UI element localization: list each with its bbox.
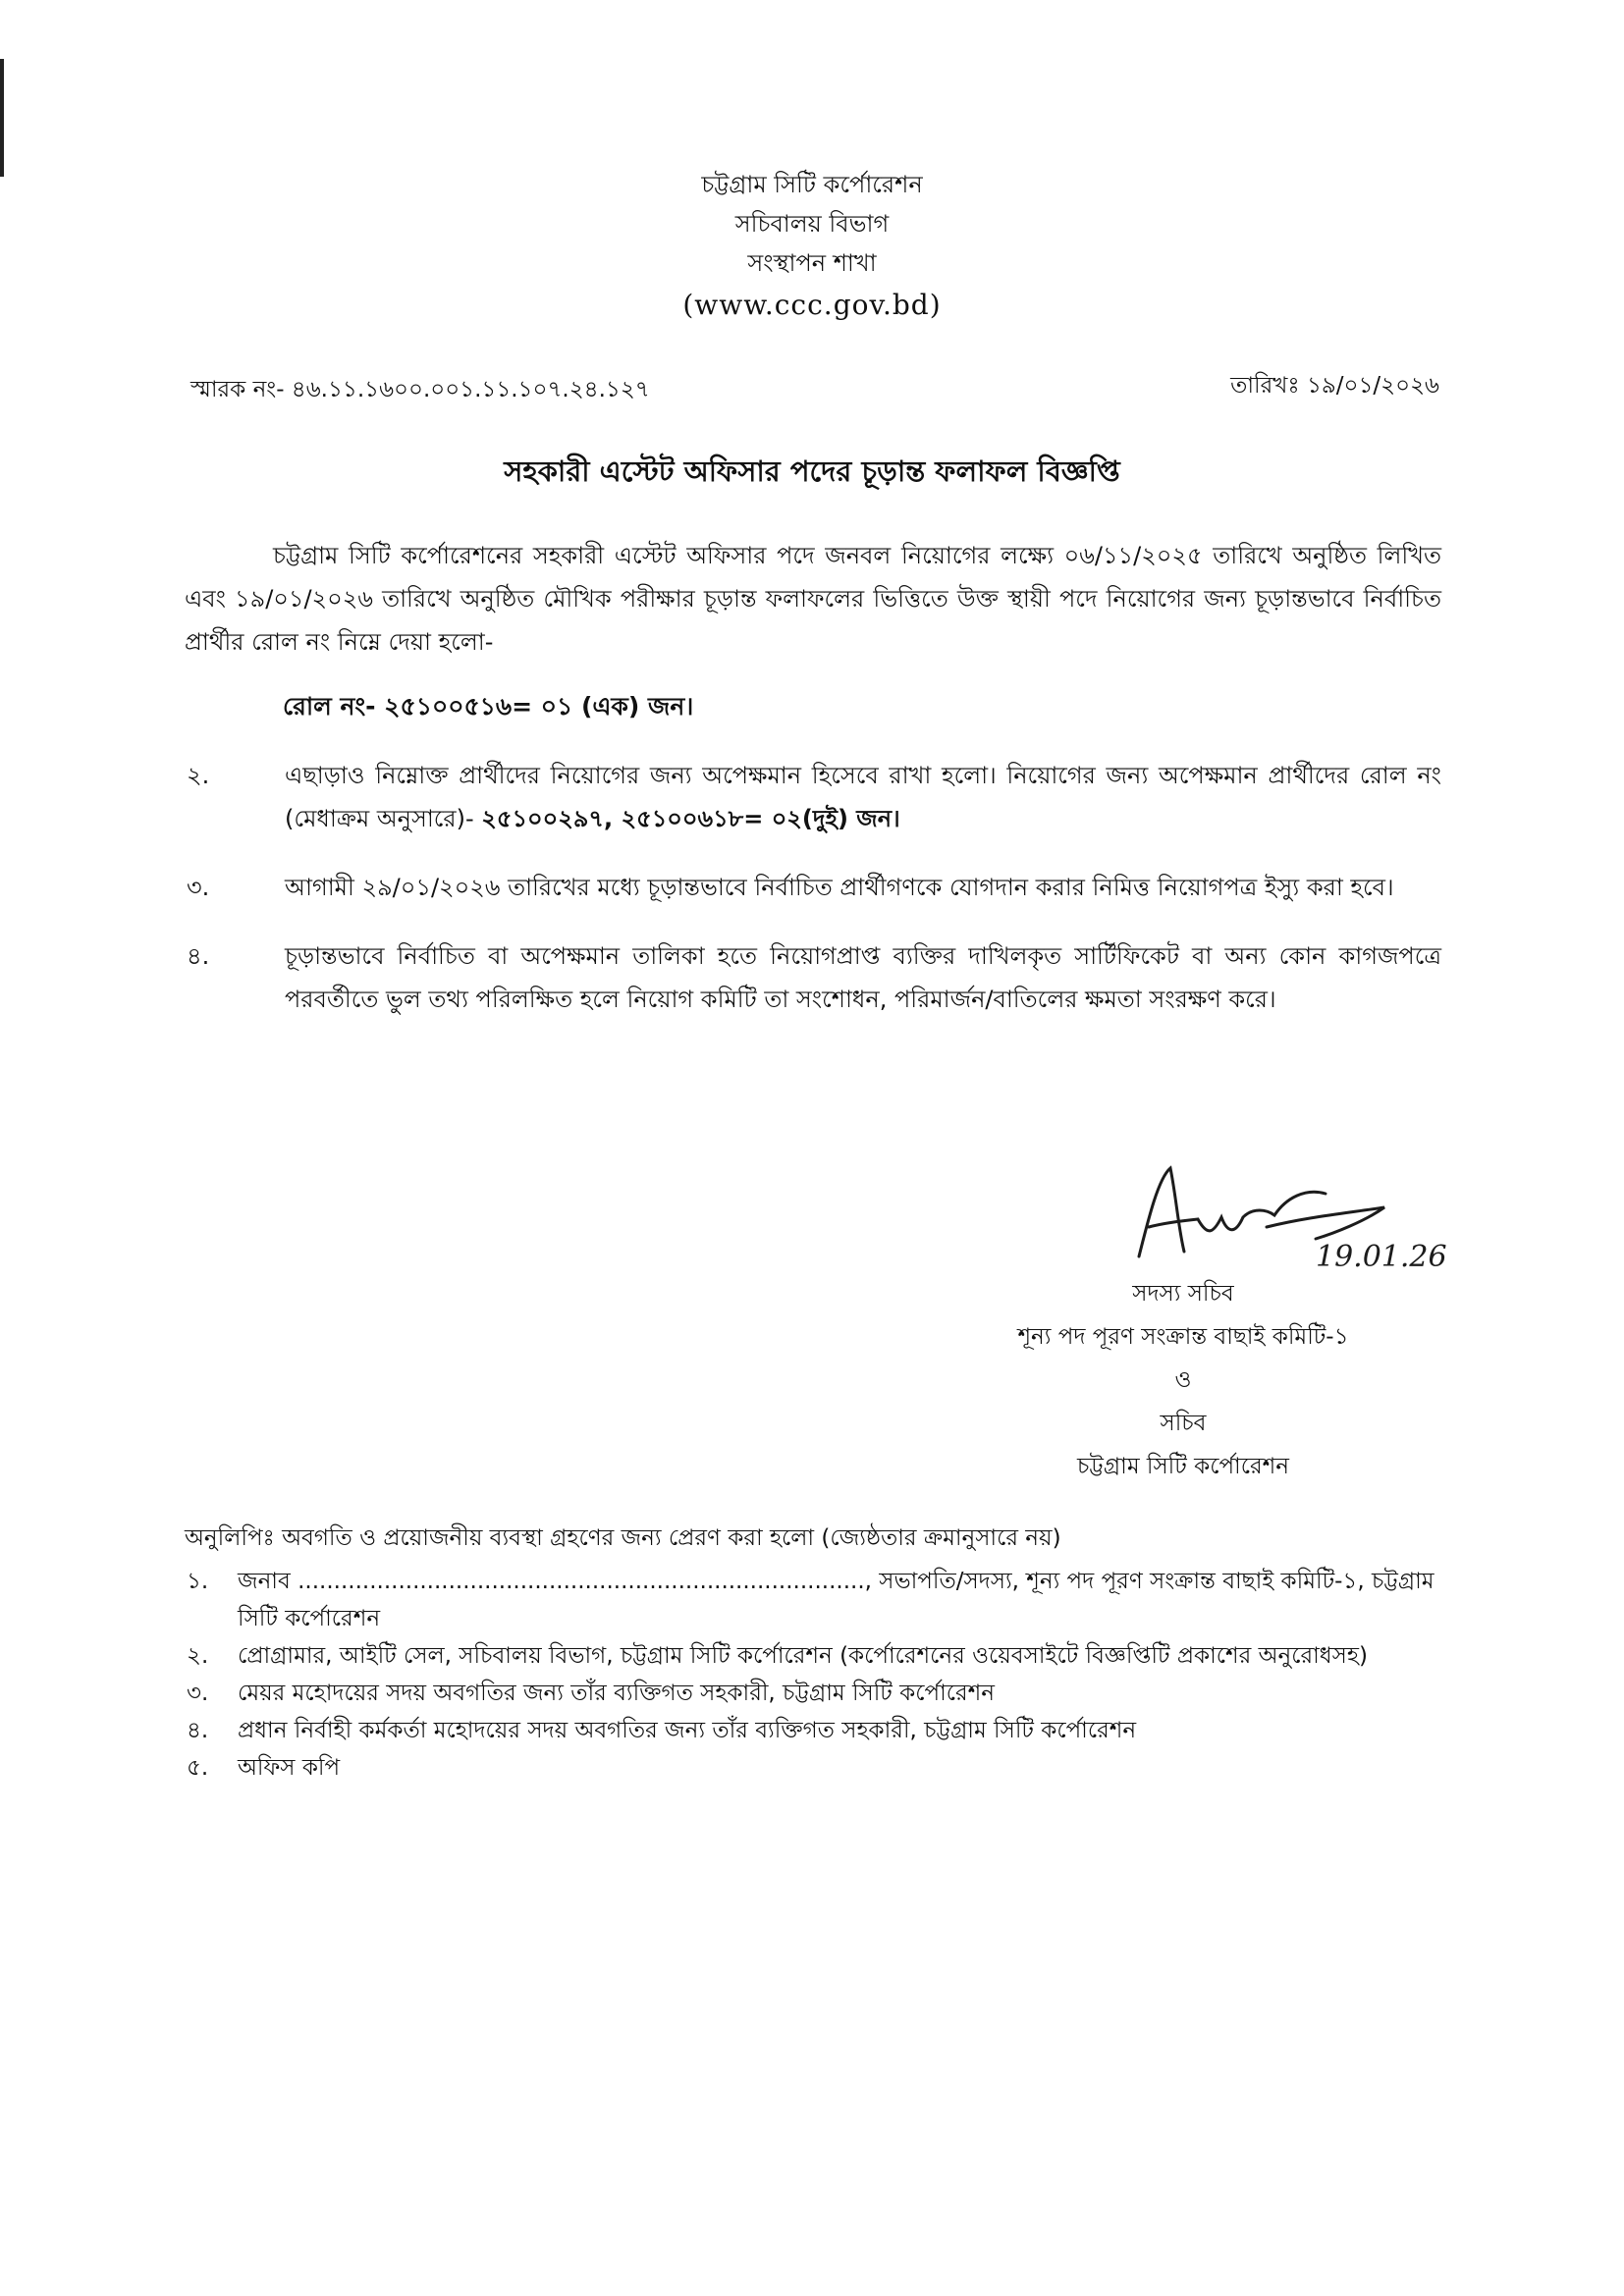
- list-item: [185, 866, 1441, 909]
- signatory-conjunction: ও: [1174, 1367, 1192, 1393]
- org-name: চট্টগ্রাম সিটি কর্পোরেশন: [701, 171, 923, 198]
- section-name: সংস্থাপন শাখা: [747, 249, 877, 277]
- signatory-org: চট্টগ্রাম সিটি কর্পোরেশন: [1077, 1454, 1289, 1479]
- copy-item-number: ২.: [187, 1643, 209, 1669]
- copy-list-item: [185, 1563, 1451, 1637]
- letterhead: [0, 165, 1624, 328]
- waiting-rolls: ২৫১০০২৯৭, ২৫১০০৬১৮= ০২(দুই) জন।: [481, 805, 900, 832]
- copy-item-number: ৩.: [187, 1681, 209, 1706]
- selected-roll: রোল নং- ২৫১০০৫১৬= ০১ (এক) জন।: [283, 692, 694, 721]
- copy-list: [185, 1520, 1451, 1787]
- department-name: সচিবালয় বিভাগ: [734, 210, 890, 238]
- signatory-committee: শূন্য পদ পূরণ সংক্রান্ত বাছাই কমিটি-১: [1017, 1324, 1349, 1350]
- copy-item-text: অফিস কপি: [238, 1755, 341, 1781]
- notice-date: তারিখঃ ১৯/০১/২০২৬: [1230, 373, 1439, 399]
- item-number: ২.: [187, 762, 210, 789]
- signatory-block: [943, 1272, 1424, 1488]
- intro-paragraph: চট্টগ্রাম সিটি কর্পোরেশনের সহকারী এস্টেট অফিসার পদে জনবল নিয়োগের লক্ষ্যে ০৬/১১/২০২৫ তারিখে অনুষ্ঠিত লিখিত এবং ১৯/০১/২০২৬ তারিখে অনুষ্ঠিত মৌখিক পরীক্ষার চূড়ান্ত ফলাফলের ভিত্তিতে উক্ত স্থায়ী পদে নিয়োগের জন্য চূড়ান্তভাবে নির্বাচিত প্রার্থীর রোল নং নিম্নে দেয়া হলো-: [185, 542, 1441, 656]
- copy-item-number: ৪.: [187, 1718, 209, 1743]
- copy-list-item: [185, 1637, 1451, 1675]
- copy-item-text: প্রোগ্রামার, আইটি সেল, সচিবালয় বিভাগ, চট্টগ্রাম সিটি কর্পোরেশন (কর্পোরেশনের ওয়েবসাইটে বিজ্ঞপ্তিটি প্রকাশের অনুরোধসহ): [238, 1643, 1368, 1669]
- notice-body: [185, 534, 1441, 1021]
- copy-list-item: [185, 1675, 1451, 1712]
- website: (www.ccc.gov.bd): [682, 289, 942, 321]
- signatory-title-2: সচিব: [1160, 1411, 1207, 1436]
- copy-list-heading: অনুলিপিঃ অবগতি ও প্রয়োজনীয় ব্যবস্থা গ্রহণের জন্য প্রেরণ করা হলো (জ্যেষ্ঠতার ক্রমানুসারে নয়): [185, 1525, 1061, 1551]
- item-number: ৩.: [187, 874, 210, 901]
- copy-item-number: ১.: [187, 1569, 209, 1594]
- memo-number: স্মারক নং- ৪৬.১১.১৬০০.০০১.১১.১০৭.২৪.১২৭: [190, 377, 650, 402]
- copy-list-item: [185, 1712, 1451, 1749]
- notice-subject: সহকারী এস্টেট অফিসার পদের চূড়ান্ত ফলাফল বিজ্ঞপ্তি: [504, 454, 1120, 488]
- copy-list-item: [185, 1749, 1451, 1787]
- copy-item-text: মেয়র মহোদয়ের সদয় অবগতির জন্য তাঁর ব্যক্তিগত সহকারী, চট্টগ্রাম সিটি কর্পোরেশন: [238, 1681, 995, 1706]
- item-number: ৪.: [187, 942, 210, 970]
- item-text: এছাড়াও নিম্নোক্ত প্রার্থীদের নিয়োগের জন্য অপেক্ষমান হিসেবে রাখা হলো। নিয়োগের জন্য অপেক্ষমান প্রার্থীদের রোল নং (মেধাক্রম অনুসারে)- ২৫১০০২৯৭, ২৫১০০৬১৮= ০২(দুই) জন।: [285, 762, 1441, 832]
- copy-item-text: প্রধান নির্বাহী কর্মকর্তা মহোদয়ের সদয় অবগতির জন্য তাঁর ব্যক্তিগত সহকারী, চট্টগ্রাম সিটি কর্পোরেশন: [238, 1718, 1137, 1743]
- item-text: চূড়ান্তভাবে নির্বাচিত বা অপেক্ষমান তালিকা হতে নিয়োগপ্রাপ্ত ব্যক্তির দাখিলকৃত সার্টিফিকেট বা অন্য কোন কাগজপত্রে পরবর্তীতে ভুল তথ্য পরিলক্ষিত হলে নিয়োগ কমিটি তা সংশোধন, পরিমার্জন/বাতিলের ক্ষমতা সংরক্ষণ করে।: [285, 942, 1441, 1013]
- signatory-title: সদস্য সচিব: [1132, 1281, 1234, 1307]
- list-item: [185, 934, 1441, 1021]
- copy-item-number: ৫.: [187, 1755, 209, 1781]
- signature-date: 19.01.26: [1316, 1240, 1447, 1274]
- handwritten-signature: [1119, 1158, 1453, 1276]
- list-item: [185, 754, 1441, 840]
- item-text: আগামী ২৯/০১/২০২৬ তারিখের মধ্যে চূড়ান্তভাবে নির্বাচিত প্রার্থীগণকে যোগদান করার নিমিত্ত নিয়োগপত্র ইস্যু করা হবে।: [285, 874, 1394, 901]
- copy-item-text: জনাব ..............................................................................., সভাপতি/সদস্য, শূন্য পদ পূরণ সংক্রান্ত বাছাই কমিটি-১, চট্টগ্রাম সিটি কর্পোরেশন: [238, 1569, 1435, 1631]
